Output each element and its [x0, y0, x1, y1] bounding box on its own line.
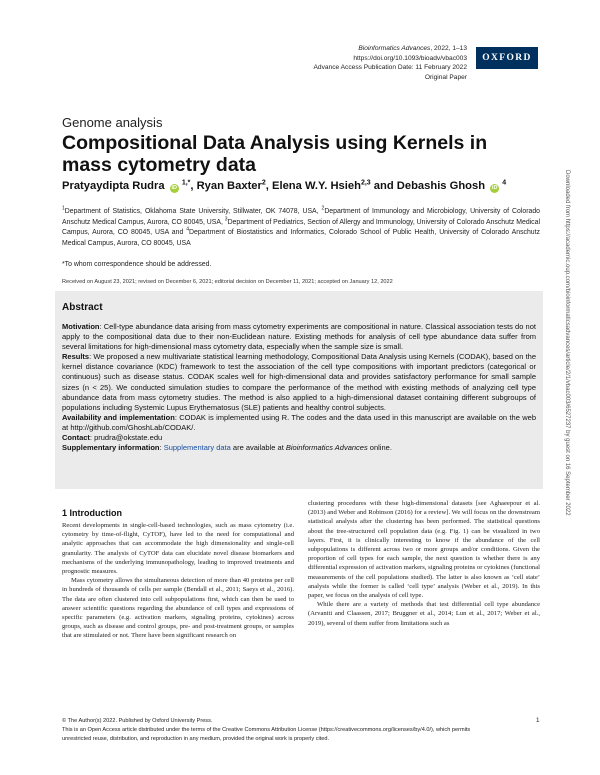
author-name: Elena W.Y. Hsieh	[272, 180, 361, 192]
publication-date: Advance Access Publication Date: 11 February 2022	[313, 64, 467, 72]
author-affil-sup: 2	[261, 179, 266, 187]
received-dates: Received on August 23, 2021; revised on December 6, 2021; editorial decision on December 11, 2021; accepted on January 12, 2022	[62, 279, 393, 285]
column-left	[62, 521, 294, 641]
author-name: Pratyaydipta Rudra	[62, 180, 165, 192]
journal-info: , 2022, 1–13	[430, 45, 467, 52]
abstract-contact: Contact: prudra@okstate.edu	[62, 433, 163, 443]
abstract-body	[62, 322, 536, 453]
journal-header	[207, 44, 467, 82]
affiliations: $^1$Department of Statistics, Oklahoma State University, Stillwater, OK 74078, USA, $^2$Department of Immunology and Microbiology, University of Colorado Anschutz Medical Campus, Aurora, CO 80045, USA, $^3$Department of Pediatrics, Section of Allergy and Immunology, University of Colorado Anschutz Medical Campus, Aurora, CO 80045, USA and $^4$Department of Biostatistics and Informatics, Colorado School of Public Health, University of Colorado Anschutz Medical Campus, Aurora, CO 80045, USA	[62, 205, 540, 247]
section-heading: 1 Introduction	[62, 508, 122, 518]
author-name: Ryan Baxter	[196, 180, 262, 192]
supplementary-link[interactable]: Supplementary data	[163, 443, 231, 453]
author-affil-sup: 1,*	[181, 179, 191, 187]
column-right	[308, 499, 540, 628]
abstract-heading: Abstract	[62, 302, 103, 313]
paragraph: While there are a variety of methods that test differential cell type abundance (Arvaniti and Claassen, 2017; Bruggner et al., 2014; Lun et al., 2017; Weber et al., 2019), several of them suffer from limitations such as	[308, 601, 540, 627]
author-affil-sup: 2,3	[360, 179, 371, 187]
paragraph: clustering procedures with these high-dimensional datasets [see Aghaeepour et al. (2013) and Weber and Robinson (2016) for a review]. We will focus on the downstream statistical analysis after the clustering has been performed. The statistical questions about the tree-structured cell population data (e.g. Fig. 1) can be visualized in two layers. First, it is clinically interesting to know if the abundance of the cell subpopulations is different across two or more groups and/or conditions. Given the proportion of cell types for each sample, the next question is whether there is any differential expression of activation markers, signaling proteins or cytokines (functional measurements of the cell populations studied). The latter is also known as ‘cell state’ analysis while the former is called ‘cell type’ analysis (Weber et al., 2019). In this paper, we focus on the analysis of cell type.	[308, 500, 540, 600]
abstract-motivation: Motivation: Cell-type abundance data arising from mass cytometry experiments are compositional in nature. Classical association tests do not apply to the compositional data due to their non-Euclidean nature. Existing methods for analysis of cell type abundance data suffer from several limitations for high-dimensional mass cytometry data, especially when the sample size is small.	[62, 322, 536, 352]
orcid-icon[interactable]: iD	[171, 185, 177, 191]
doi-link[interactable]: https://doi.org/10.1093/bioadv/vbac003	[353, 54, 467, 62]
download-notice: Downloaded from https://academic.oup.com/bioinformaticsadvances/article/2/1/vbac003/6527237 by guest on 16 September 2022	[564, 170, 570, 516]
abstract-supplementary: Supplementary information: Supplementary data are available at Bioinformatics Advances online.	[62, 443, 392, 453]
journal-name: Bioinformatics Advances	[358, 45, 431, 52]
page-number: 1	[536, 717, 540, 724]
oxford-logo: OXFORD	[476, 47, 538, 69]
author-affil-sup: 4	[502, 179, 507, 187]
category-label: Genome analysis	[62, 115, 163, 130]
paragraph: Mass cytometry allows the simultaneous detection of more than 40 proteins per cell in hundreds of thousands of cells per sample (Bendall et al., 2011; Saeys et al., 2016). The data are often clustered into cell subpopulations first, which can then be used to answer scientific questions regarding the abundance of cell types and expressions of specific parameters (e.g. activation markers, signaling proteins, cytokines) across groups, such as disease and control groups, pre- and post-treatment groups, or samples that are stimulated or not. There have been significant research on	[62, 577, 294, 640]
author-list: Pratyaydipta Rudra iD $^{1,*}$, Ryan Baxter$^2$, Elena W.Y. Hsieh$^{2,3}$ and Debashis Ghosh iD $^4$	[62, 179, 507, 192]
paragraph: Recent developments in single-cell-based technologies, such as mass cytometry (i.e. cytometry by time-of-flight, CyTOF), have led to the need for computational and analytic approaches that can accommodate the high dimensionality and single-cell granularity. The analysis of CyTOF data can elucidate novel disease biomarkers and mechanisms of the underlying immunopathology, leading to improved treatments and prognostic measures.	[62, 522, 294, 576]
abstract-results: Results: We proposed a new multivariate statistical learning methodology, Compositional Data Analysis using Kernels (CODAK), based on the kernel distance covariance (KDC) framework to test the association of the cell type compositions with important predictors (categorical or continuous) such as disease status. CODAK scales well for high-dimensional data and provides satisfactory performance for small sample sizes (n < 25). We conducted simulation studies to compare the performance of the method with existing methods of analyzing cell type abundance data from mass cytometry studies. The method is also applied to a high-dimensional dataset containing different subgroups of populations including Systemic Lupus Erythematosus (SLE) patients and healthy control subjects.	[62, 352, 536, 412]
abstract-availability: Availability and implementation: CODAK is implemented using R. The codes and the data used in this manuscript are available on the web at http://github.com/GhoshLab/CODAK/.	[62, 412, 536, 432]
correspondence-note: *To whom correspondence should be addressed.	[62, 261, 212, 268]
paper-title: Compositional Data Analysis using Kernels in mass cytometry data	[62, 132, 488, 176]
copyright-footer: © The Author(s) 2022. Published by Oxford University Press. This is an Open Access article distributed under the terms of the Creative Commons Attribution License (https://creativecommons.org/licenses/by/4.0/), which permits unrestricted reuse, distribution, and reproduction in any medium, provided the original work is properly cited.	[62, 718, 471, 742]
orcid-icon[interactable]: iD	[491, 185, 498, 191]
author-name: Debashis Ghosh	[396, 180, 486, 192]
article-type: Original Paper	[424, 73, 467, 81]
